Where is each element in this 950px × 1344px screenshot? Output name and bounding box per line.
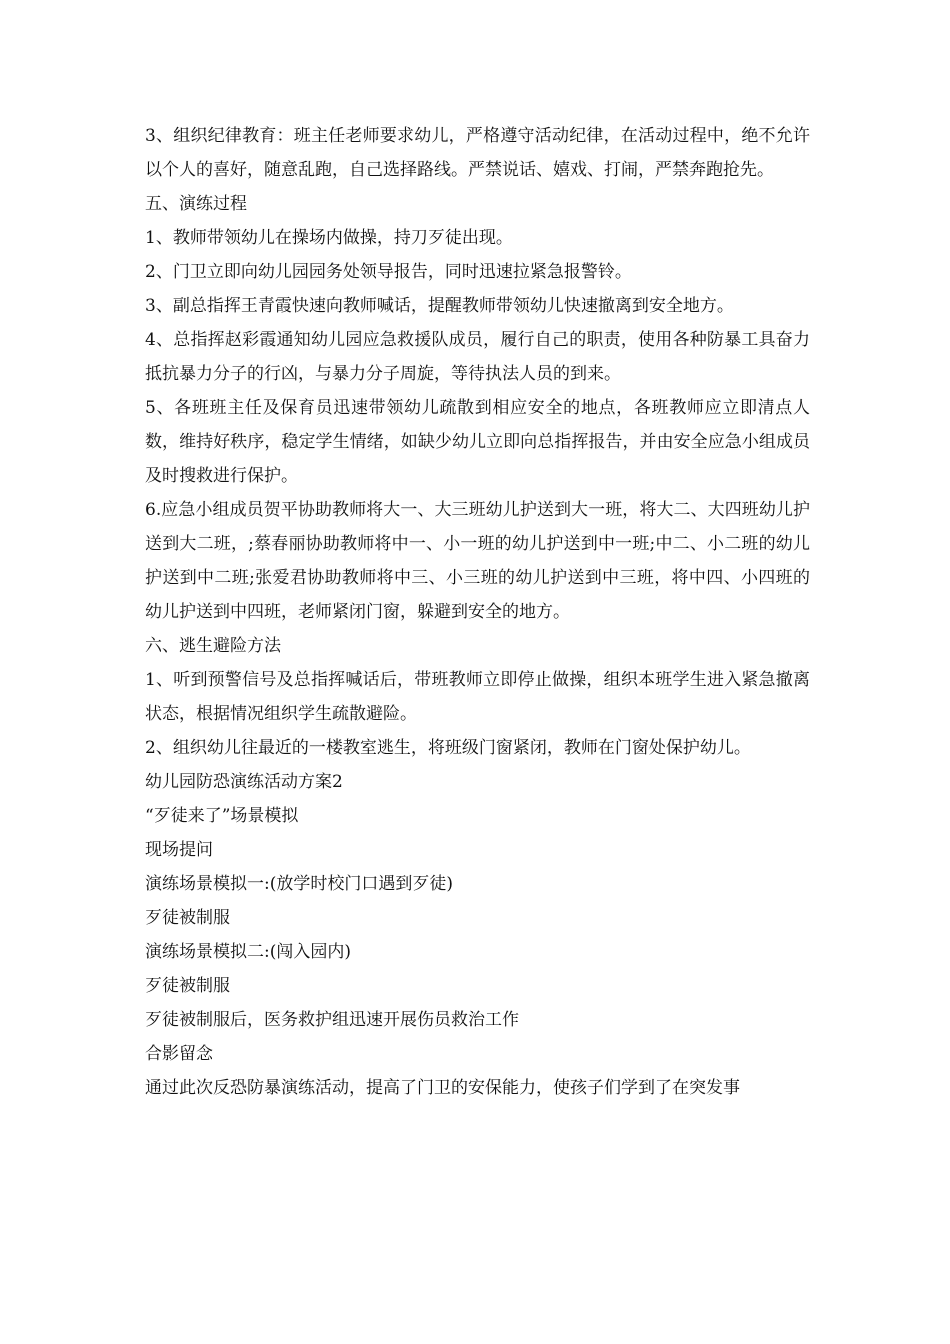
paragraph-step-4: 4、总指挥赵彩霞通知幼儿园应急救援队成员，履行自己的职责，使用各种防暴工具奋力抵抗暴力分子的行凶，与暴力分子周旋，等待执法人员的到来。: [145, 330, 810, 384]
document-body: [145, 119, 810, 1105]
paragraph-step-6: 6.应急小组成员贺平协助教师将大一、大三班幼儿护送到大一班，将大二、大四班幼儿护送到大二班，;蔡春丽协助教师将中一、小一班的幼儿护送到中一班;中二、小二班的幼儿护送到中二班;张爱君协助教师将中三、小三班的幼儿护送到中三班，将中四、小四班的幼儿护送到中四班，老师紧闭门窗，躲避到安全的地方。: [145, 500, 810, 622]
paragraph-medical-rescue: 歹徒被制服后，医务救护组迅速开展伤员救治工作: [145, 1010, 519, 1030]
paragraph-escape-2: 2、组织幼儿往最近的一楼教室逃生，将班级门窗紧闭，教师在门窗处保护幼儿。: [145, 738, 751, 758]
paragraph-step-1: 1、教师带领幼儿在操场内做操，持刀歹徒出现。: [145, 228, 513, 248]
paragraph-scene-two: 演练场景模拟二:(闯入园内): [145, 942, 351, 962]
heading-drill-process: 五、演练过程: [145, 194, 247, 214]
heading-escape-methods: 六、逃生避险方法: [145, 636, 281, 656]
paragraph-scene-one: 演练场景模拟一:(放学时校门口遇到歹徒): [145, 874, 453, 894]
paragraph-step-5: 5、各班班主任及保育员迅速带领幼儿疏散到相应安全的地点，各班教师应立即清点人数，维持好秩序，稳定学生情绪，如缺少幼儿立即向总指挥报告，并由安全应急小组成员及时搜救进行保护。: [145, 398, 810, 486]
paragraph-summary: 通过此次反恐防暴演练活动，提高了门卫的安保能力，使孩子们学到了在突发事: [145, 1078, 740, 1098]
paragraph-step-2: 2、门卫立即向幼儿园园务处领导报告，同时迅速拉紧急报警铃。: [145, 262, 632, 282]
paragraph-subdued-1: 歹徒被制服: [145, 908, 230, 928]
paragraph-group-photo: 合影留念: [145, 1044, 213, 1064]
heading-plan-2: 幼儿园防恐演练活动方案2: [145, 772, 343, 792]
paragraph-scene-simulation: “歹徒来了”场景模拟: [145, 806, 299, 826]
paragraph-escape-1: 1、听到预警信号及总指挥喊话后，带班教师立即停止做操，组织本班学生进入紧急撤离状态，根据情况组织学生疏散避险。: [145, 670, 810, 724]
paragraph-subdued-2: 歹徒被制服: [145, 976, 230, 996]
paragraph-step-3: 3、副总指挥王青霞快速向教师喊话，提醒教师带领幼儿快速撤离到安全地方。: [145, 296, 734, 316]
paragraph-discipline-education: 3、组织纪律教育：班主任老师要求幼儿，严格遵守活动纪律，在活动过程中，绝不允许以个人的喜好，随意乱跑，自己选择路线。严禁说话、嬉戏、打闹，严禁奔跑抢先。: [145, 126, 810, 180]
paragraph-onsite-questions: 现场提问: [145, 840, 213, 860]
